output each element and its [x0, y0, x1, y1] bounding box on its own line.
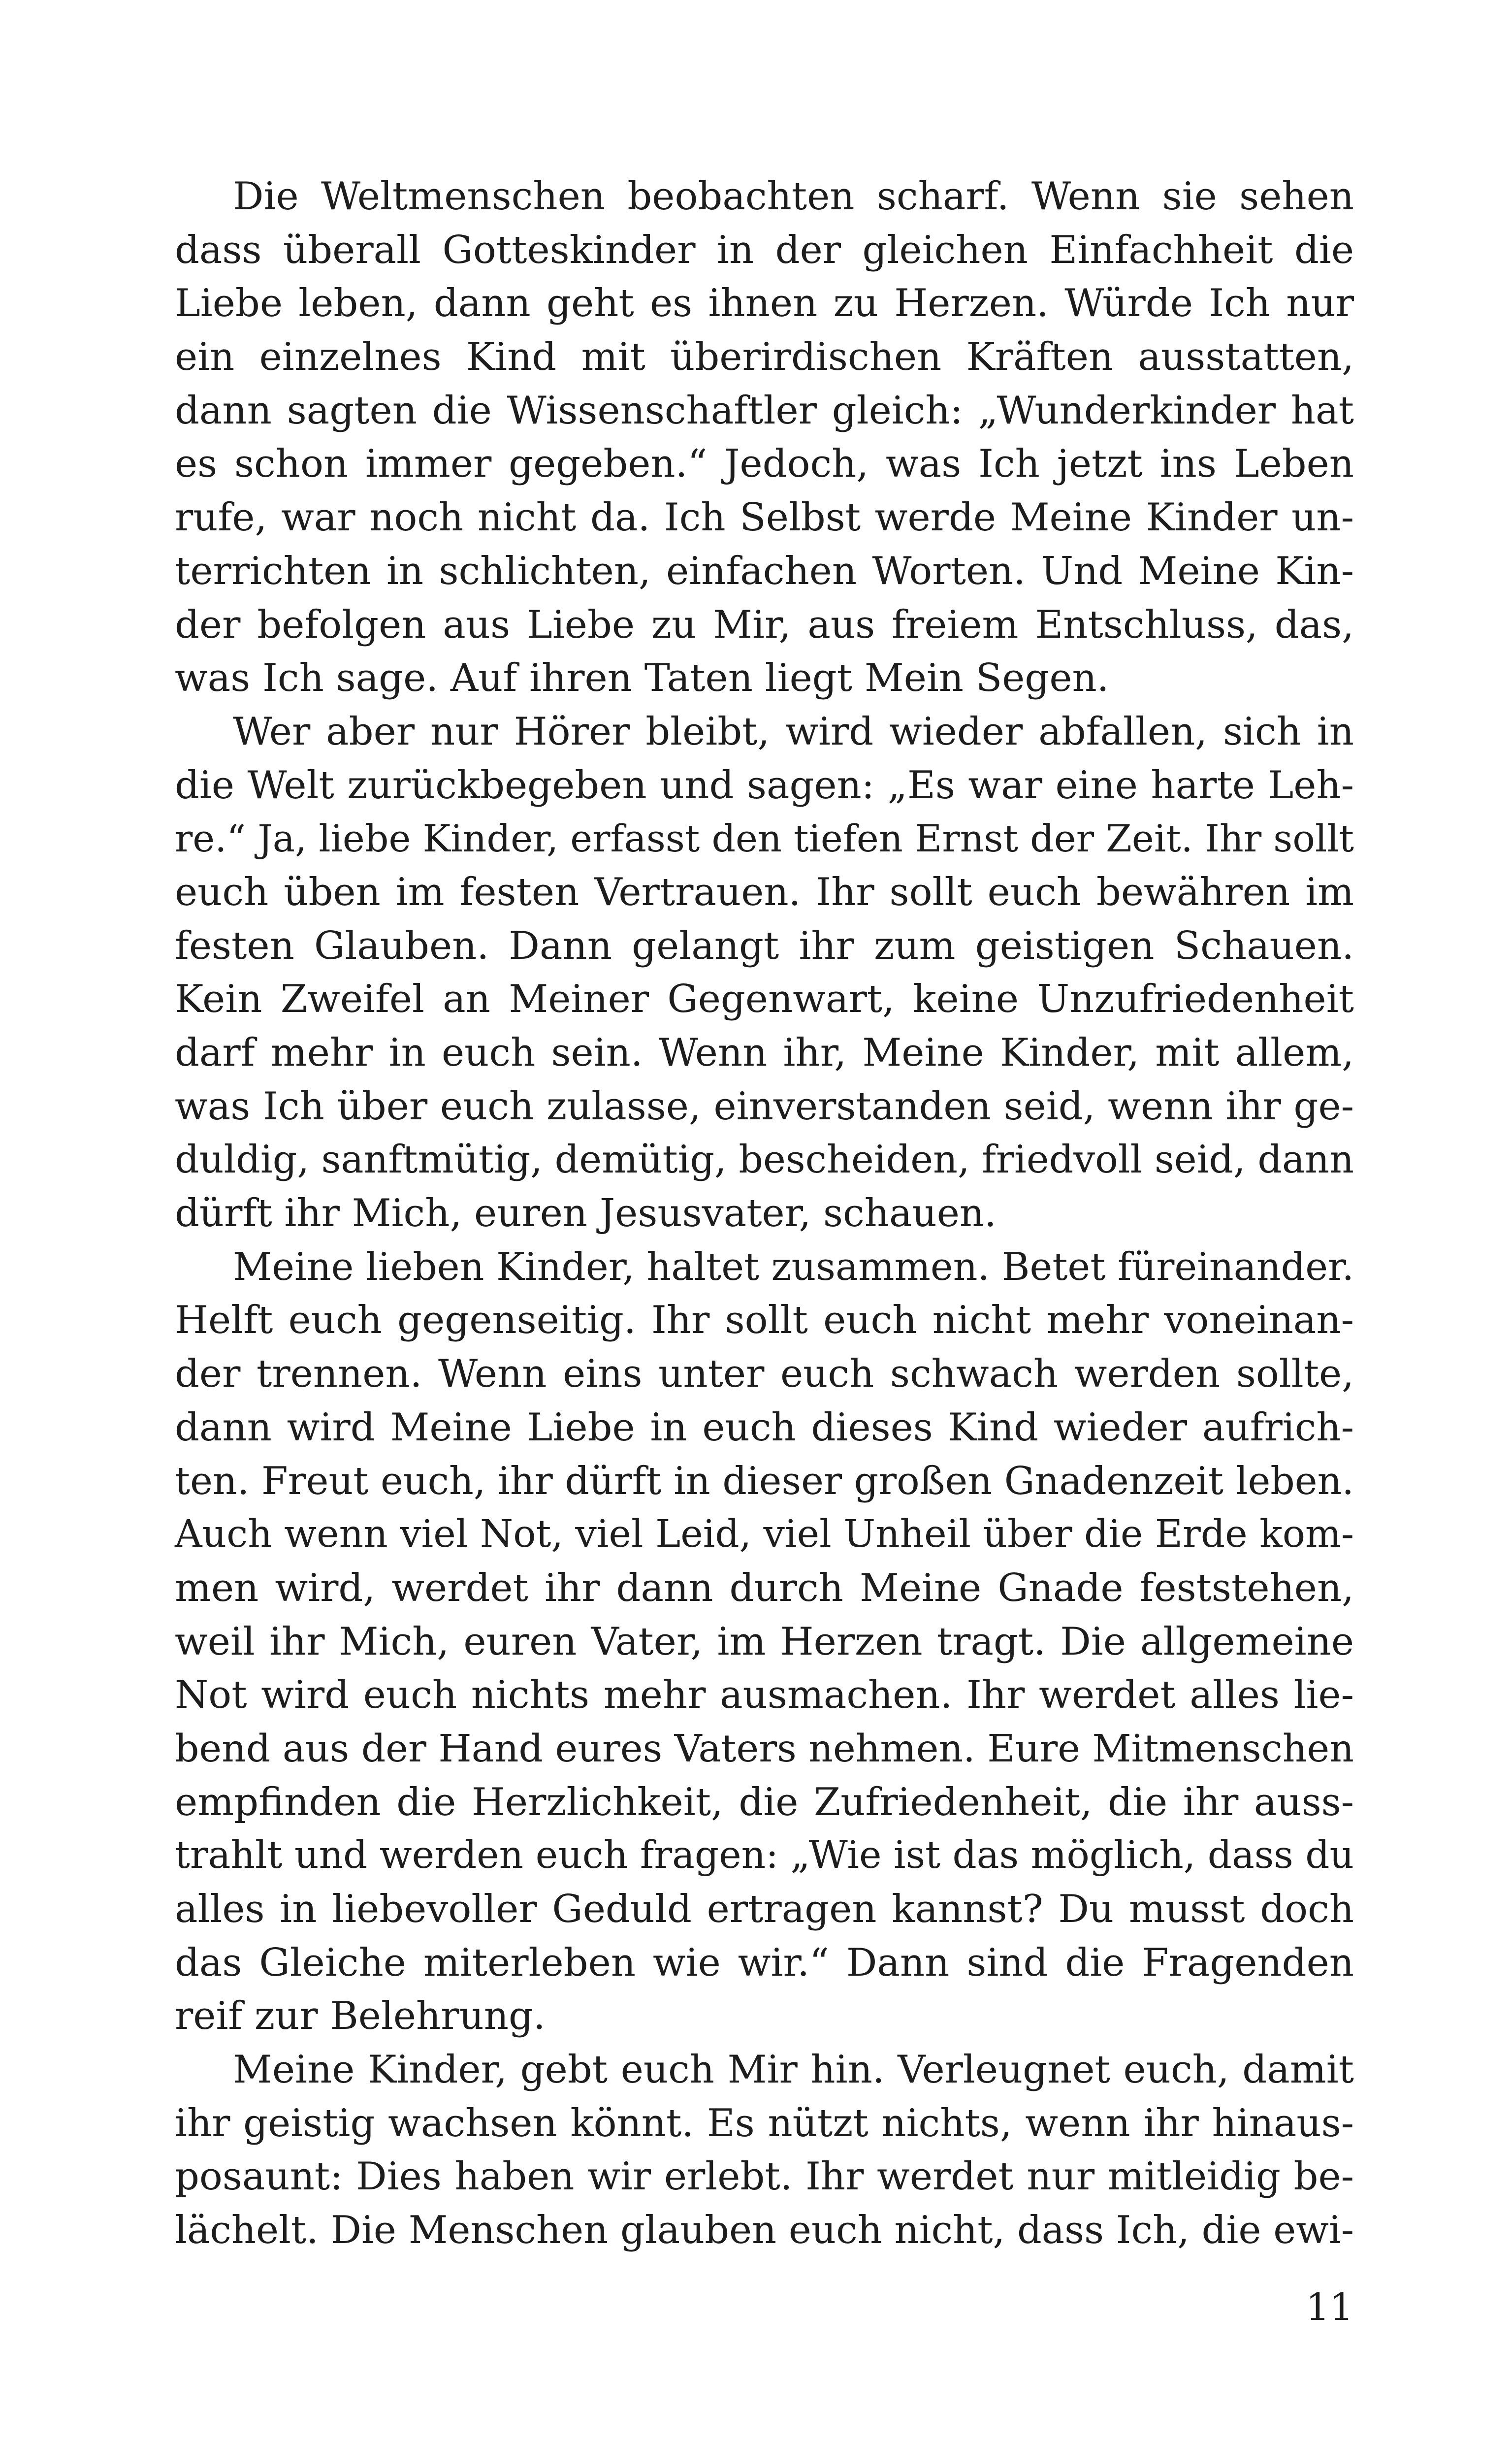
text-line: Wer aber nur Hörer bleibt, wird wieder abfallen, sich in [233, 709, 1354, 754]
text-line: bend aus der Hand eures Vaters nehmen. Eure Mitmenschen [175, 1726, 1354, 1771]
text-line: trahlt und werden euch fragen: „Wie ist das möglich, dass du [175, 1833, 1354, 1878]
paragraph [175, 705, 1354, 1240]
text-line: Kein Zweifel an Meiner Gegenwart, keine Unzufriedenheit [175, 977, 1354, 1022]
text-line: dürft ihr Mich, euren Jesusvater, schauen. [175, 1191, 997, 1236]
paragraph [175, 2043, 1354, 2257]
text-line: was Ich sage. Auf ihren Taten liegt Mein Segen. [175, 656, 1109, 701]
text-line: weil ihr Mich, euren Vater, im Herzen tragt. Die allgemeine [175, 1619, 1354, 1664]
text-line: alles in liebevoller Geduld ertragen kannst? Du musst doch [175, 1887, 1354, 1931]
text-line: der trennen. Wenn eins unter euch schwach werden sollte, [175, 1352, 1354, 1397]
text-line: festen Glauben. Dann gelangt ihr zum geistigen Schauen. [175, 923, 1354, 968]
page-number: 11 [1306, 2285, 1353, 2329]
text-line: die Welt zurückbegeben und sagen: „Es war eine harte Leh- [175, 763, 1354, 808]
text-line: Meine lieben Kinder, haltet zusammen. Betet füreinander. [233, 1244, 1354, 1289]
text-line: ten. Freut euch, ihr dürft in dieser großen Gnadenzeit leben. [175, 1459, 1354, 1503]
text-line: re.“ Ja, liebe Kinder, erfasst den tiefen Ernst der Zeit. Ihr sollt [175, 817, 1354, 861]
text-line: Die Weltmenschen beobachten scharf. Wenn sie sehen [233, 174, 1354, 219]
text-line: der befolgen aus Liebe zu Mir, aus freiem Entschluss, das, [175, 602, 1354, 647]
text-line: dann wird Meine Liebe in euch dieses Kind wieder aufrich- [175, 1405, 1354, 1450]
text-line: dann sagten die Wissenschaftler gleich: „Wunderkinder hat [175, 388, 1354, 433]
text-line: Liebe leben, dann geht es ihnen zu Herzen. Würde Ich nur [175, 281, 1354, 326]
text-line: lächelt. Die Menschen glauben euch nicht, dass Ich, die ewi- [175, 2208, 1354, 2253]
text-line: euch üben im festen Vertrauen. Ihr sollt euch bewähren im [175, 870, 1354, 914]
text-line: darf mehr in euch sein. Wenn ihr, Meine Kinder, mit allem, [175, 1031, 1354, 1075]
text-line: duldig, sanftmütig, demütig, bescheiden, friedvoll seid, dann [175, 1138, 1354, 1182]
text-line: terrichten in schlichten, einfachen Worten. Und Meine Kin- [175, 549, 1354, 593]
text-line: men wird, werdet ihr dann durch Meine Gnade feststehen, [175, 1565, 1354, 1610]
paragraph [175, 170, 1354, 705]
text-line: Not wird euch nichts mehr ausmachen. Ihr werdet alles lie- [175, 1673, 1354, 1718]
text-line: das Gleiche miterleben wie wir.“ Dann sind die Fragenden [175, 1940, 1354, 1985]
text-line: Meine Kinder, gebt euch Mir hin. Verleugnet euch, damit [233, 2048, 1354, 2092]
body-text [175, 170, 1354, 2257]
text-line: es schon immer gegeben.“ Jedoch, was Ich jetzt ins Leben [175, 442, 1354, 487]
text-line: dass überall Gotteskinder in der gleichen Einfachheit die [175, 228, 1354, 272]
paragraph [175, 1240, 1354, 2043]
text-line: Auch wenn viel Not, viel Leid, viel Unheil über die Erde kom- [175, 1512, 1354, 1557]
text-line: Helft euch gegenseitig. Ihr sollt euch nicht mehr voneinan- [175, 1298, 1354, 1343]
text-line: ein einzelnes Kind mit überirdischen Kräften ausstatten, [175, 335, 1354, 380]
text-line: rufe, war noch nicht da. Ich Selbst werde Meine Kinder un- [175, 495, 1354, 540]
text-line: ihr geistig wachsen könnt. Es nützt nichts, wenn ihr hinaus- [175, 2101, 1354, 2146]
text-line: empfinden die Herzlichkeit, die Zufriedenheit, die ihr auss- [175, 1780, 1354, 1824]
text-line: posaunt: Dies haben wir erlebt. Ihr werdet nur mitleidig be- [175, 2154, 1354, 2199]
text-line: was Ich über euch zulasse, einverstanden seid, wenn ihr ge- [175, 1084, 1354, 1129]
text-line: reif zur Belehrung. [175, 1994, 546, 2039]
